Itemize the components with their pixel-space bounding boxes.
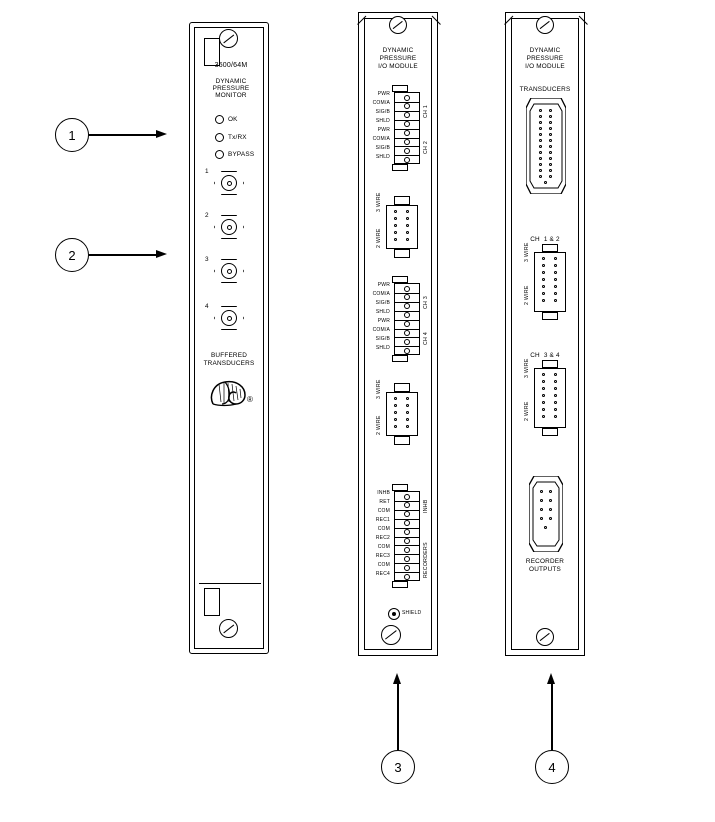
- terminal-label-shld-ch2: SHLD: [375, 154, 390, 160]
- ribbon-tab-top-ch34: [542, 360, 558, 368]
- monitor-title-line1: DYNAMIC: [215, 78, 247, 85]
- io-external-title-line3: I/O MODULE: [525, 63, 565, 70]
- recorder-dsub-connector[interactable]: [529, 476, 563, 552]
- callout-bubble-3[interactable]: [381, 750, 415, 784]
- terminal-tab-top-2: [392, 276, 408, 283]
- bnc-label-4: 4: [205, 303, 209, 310]
- callout-number: 4: [548, 759, 556, 775]
- callout-number: 1: [68, 127, 76, 143]
- terminal-label-pwr-ch1: PWR: [377, 91, 390, 97]
- ribbon-label-2wire-ch34: 2 WIRE: [524, 401, 530, 421]
- panel-screw-bottom[interactable]: [219, 619, 238, 638]
- terminal-side-label-ch4: CH 4: [423, 331, 429, 345]
- terminal-label-sigb-ch2: SIG/B: [375, 145, 390, 151]
- callout-arrow-2: [156, 250, 167, 258]
- led-label-txrx: Tx/RX: [228, 134, 247, 141]
- terminal-side-label-ch1: CH 1: [423, 104, 429, 118]
- transducer-dsub-connector[interactable]: [526, 98, 566, 194]
- terminal-label-shld-ch3: SHLD: [375, 309, 390, 315]
- bnc-label-1: 1: [205, 168, 209, 175]
- io-internal-screw-bottom[interactable]: [381, 625, 401, 645]
- ribbon-tab-bottom-2: [394, 436, 410, 445]
- callout-arrow-3: [393, 673, 401, 684]
- panel-divider-line: [199, 583, 261, 584]
- led-label-ok: OK: [228, 116, 238, 123]
- led-ok: [215, 115, 224, 124]
- ribbon-tab-top-2: [394, 383, 410, 392]
- bnc-label-3: 3: [205, 256, 209, 263]
- terminal-side-label-recorders: RECORDERS: [423, 542, 429, 578]
- io-external-screw-top[interactable]: [536, 16, 554, 34]
- ribbon-tab-bottom-ch12: [542, 312, 558, 320]
- callout-bubble-4[interactable]: [535, 750, 569, 784]
- callout-bubble-2[interactable]: [55, 238, 89, 272]
- terminal-label-coma-ch1: COM/A: [372, 100, 390, 106]
- callout-arrow-1: [156, 130, 167, 138]
- panel-screw-top[interactable]: [219, 29, 238, 48]
- callout-arrow-4: [547, 673, 555, 684]
- led-bypass: [215, 150, 224, 159]
- terminal-label-com-1: COM: [377, 508, 390, 514]
- terminal-label-sigb-ch3: SIG/B: [375, 300, 390, 306]
- bnc-connector-3[interactable]: [214, 256, 244, 286]
- io-internal-screw-top[interactable]: [389, 16, 407, 34]
- terminal-label-inhb: INHB: [377, 490, 390, 496]
- io-external-screw-bottom[interactable]: [536, 628, 554, 646]
- callout-leader-1: [89, 134, 157, 136]
- terminal-label-shld-ch1: SHLD: [375, 118, 390, 124]
- terminal-label-rec4: REC4: [375, 571, 390, 577]
- registered-mark: ®: [247, 395, 254, 404]
- terminal-block-recorders[interactable]: [394, 491, 420, 581]
- terminal-tab-bottom-3: [392, 581, 408, 588]
- bnc-connector-2[interactable]: [214, 212, 244, 242]
- terminal-label-sigb-ch4: SIG/B: [375, 336, 390, 342]
- terminal-label-rec3: REC3: [375, 553, 390, 559]
- io-internal-title-line2: PRESSURE: [379, 55, 417, 62]
- ribbon-tab-top-1: [394, 196, 410, 205]
- ribbon-tab-bottom-ch34: [542, 428, 558, 436]
- terminal-label-coma-ch2: COM/A: [372, 136, 390, 142]
- terminal-label-shld-ch4: SHLD: [375, 345, 390, 351]
- ribbon-header-1[interactable]: [386, 205, 418, 249]
- terminal-side-label-inhb: INHB: [423, 499, 429, 513]
- led-label-bypass: BYPASS: [228, 151, 255, 158]
- shield-label: SHIELD: [402, 610, 422, 616]
- io-internal-title-line1: DYNAMIC: [382, 47, 414, 54]
- ribbon-label-3wire-ch34: 3 WIRE: [524, 358, 530, 378]
- ribbon-label-3wire-2: 3 WIRE: [376, 379, 382, 399]
- buffered-transducers-label-line2: TRANSDUCERS: [203, 360, 255, 367]
- ribbon-label-2wire-ch12: 2 WIRE: [524, 285, 530, 305]
- callout-bubble-1[interactable]: [55, 118, 89, 152]
- manufacturer-logo: [207, 378, 251, 412]
- monitor-model-number: 3500/64M: [214, 62, 248, 69]
- terminal-label-rec1: REC1: [375, 517, 390, 523]
- ribbon-header-ch12[interactable]: [534, 252, 566, 312]
- terminal-label-pwr-ch4: PWR: [377, 318, 390, 324]
- terminal-side-label-ch2: CH 2: [423, 140, 429, 154]
- terminal-label-pwr-ch2: PWR: [377, 127, 390, 133]
- panel-handle-recess-bottom: [204, 588, 220, 616]
- callout-number: 2: [68, 247, 76, 263]
- monitor-title-line3: MONITOR: [215, 92, 247, 99]
- callout-number: 3: [394, 759, 402, 775]
- io-internal-title-line3: I/O MODULE: [378, 63, 418, 70]
- terminal-label-com-2: COM: [377, 526, 390, 532]
- buffered-transducers-label-line1: BUFFERED: [210, 352, 248, 359]
- terminal-block-ch1-ch2[interactable]: [394, 92, 420, 164]
- callout-leader-2: [89, 254, 157, 256]
- ribbon-tab-bottom-1: [394, 249, 410, 258]
- terminal-label-coma-ch4: COM/A: [372, 327, 390, 333]
- io-external-title-line1: DYNAMIC: [529, 47, 561, 54]
- terminal-label-pwr-ch3: PWR: [377, 282, 390, 288]
- terminal-label-coma-ch3: COM/A: [372, 291, 390, 297]
- terminal-tab-bottom-1: [392, 164, 408, 171]
- recorder-outputs-label-line2: OUTPUTS: [529, 566, 561, 573]
- callout-leader-4: [551, 684, 553, 750]
- monitor-title-line2: PRESSURE: [212, 85, 250, 92]
- io-external-title-line2: PRESSURE: [526, 55, 564, 62]
- ribbon-label-3wire-ch12: 3 WIRE: [524, 242, 530, 262]
- ribbon-label-2wire-2: 2 WIRE: [376, 415, 382, 435]
- transducers-label: TRANSDUCERS: [519, 86, 571, 93]
- terminal-tab-bottom-2: [392, 355, 408, 362]
- terminal-label-rec2: REC2: [375, 535, 390, 541]
- terminal-label-ret: RET: [379, 499, 390, 505]
- ribbon-label-2wire-1: 2 WIRE: [376, 228, 382, 248]
- ribbon-header-ch34[interactable]: [534, 368, 566, 428]
- terminal-label-com-4: COM: [377, 562, 390, 568]
- ribbon-header-2[interactable]: [386, 392, 418, 436]
- shield-terminal-lug[interactable]: [388, 608, 400, 620]
- ribbon-label-3wire-1: 3 WIRE: [376, 192, 382, 212]
- ribbon-tab-top-ch12: [542, 244, 558, 252]
- bnc-label-2: 2: [205, 212, 209, 219]
- ch34-label: CH 3 & 4: [530, 352, 560, 359]
- terminal-label-sigb-ch1: SIG/B: [375, 109, 390, 115]
- terminal-block-ch3-ch4[interactable]: [394, 283, 420, 355]
- terminal-side-label-ch3: CH 3: [423, 295, 429, 309]
- recorder-outputs-label-line1: RECORDER: [525, 558, 565, 565]
- terminal-tab-top-1: [392, 85, 408, 92]
- terminal-tab-top-3: [392, 484, 408, 491]
- terminal-label-com-3: COM: [377, 544, 390, 550]
- bnc-connector-4[interactable]: [214, 303, 244, 333]
- ch12-label: CH 1 & 2: [530, 236, 560, 243]
- bnc-connector-1[interactable]: [214, 168, 244, 198]
- led-txrx: [215, 133, 224, 142]
- callout-leader-3: [397, 684, 399, 750]
